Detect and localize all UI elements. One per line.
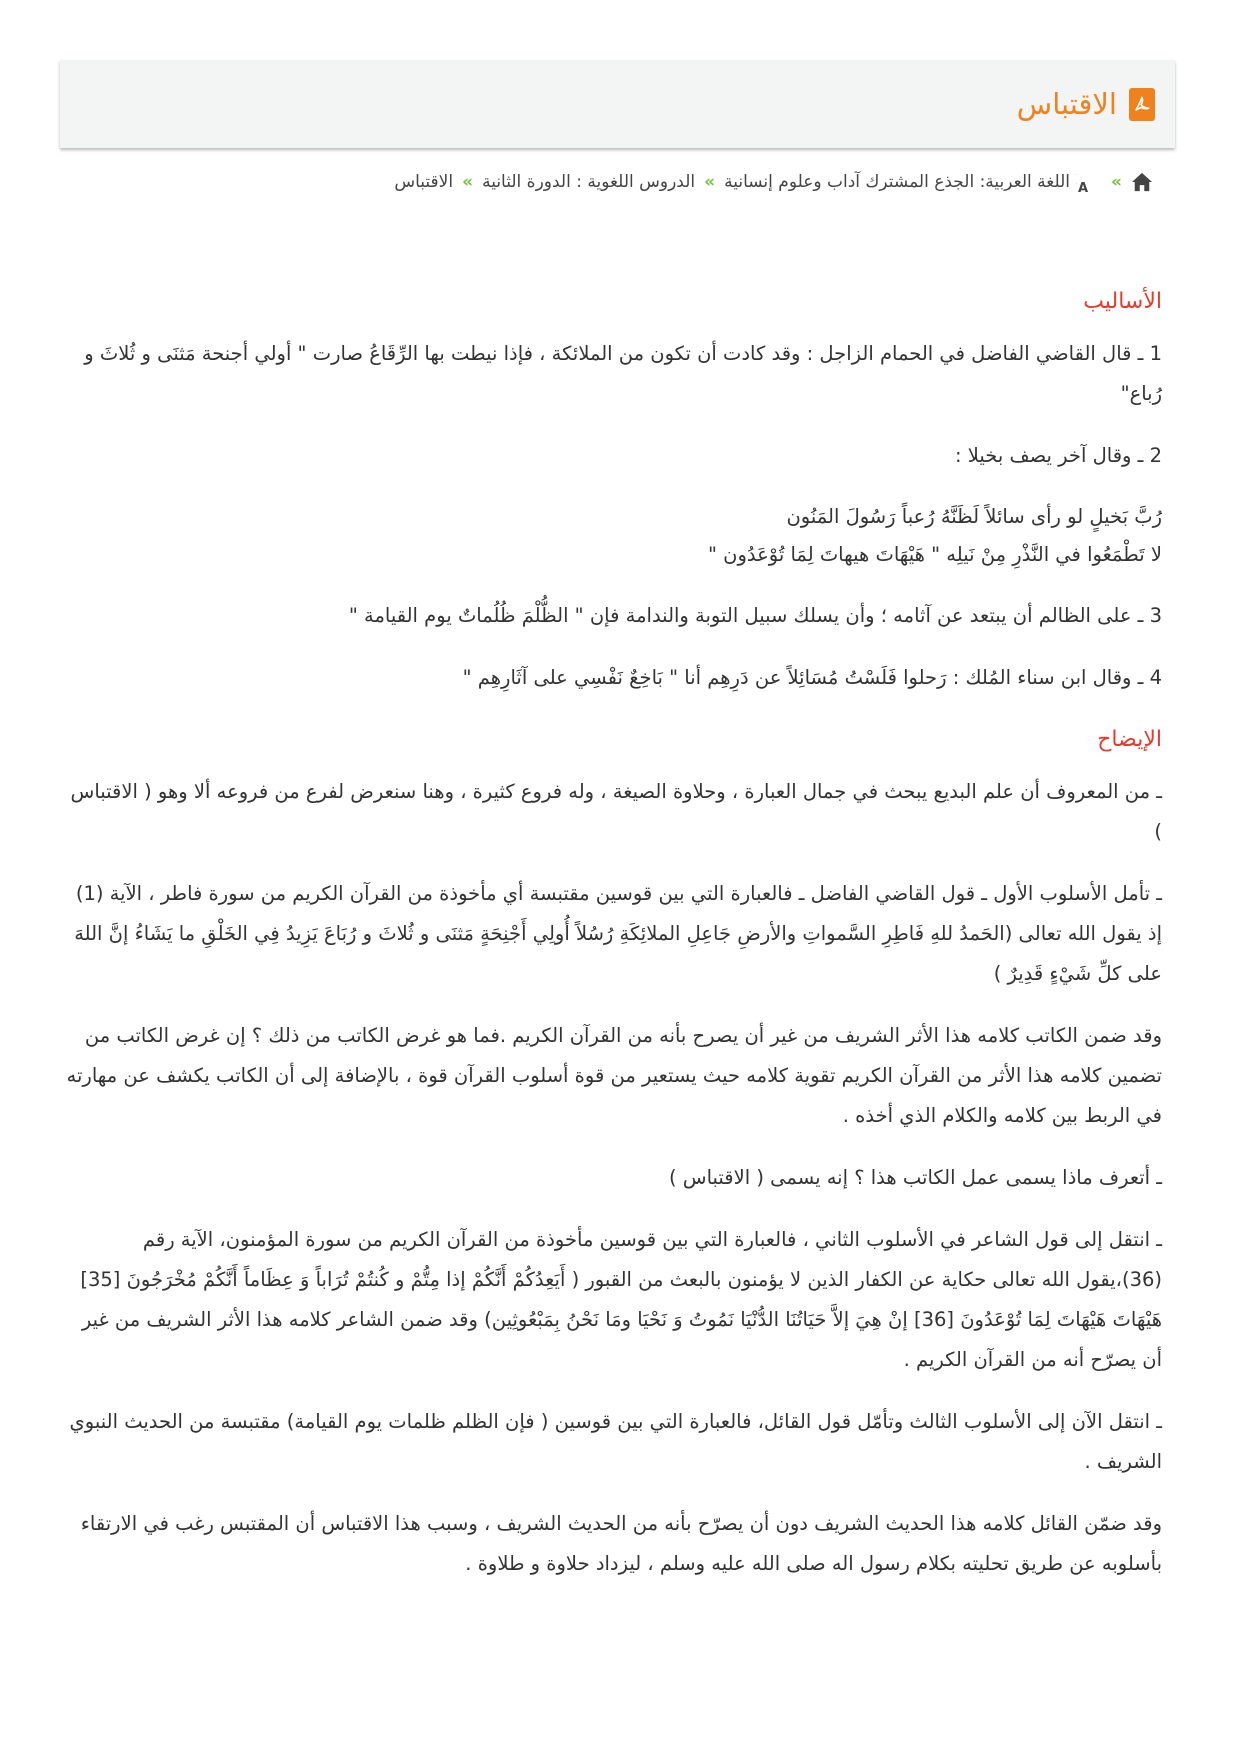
verse-line-1: رُبَّ بَخيلٍ لو رأى سائلاً لَظَنَّهُ رُعباً رَسُولَ المَنُون	[786, 505, 1162, 528]
section-heading-explanation: الإيضاح	[1097, 727, 1162, 752]
breadcrumb-separator: »	[1111, 172, 1122, 192]
breadcrumb-item-subject[interactable]: اللغة العربية: الجذع المشترك آداب وعلوم إنسانية	[724, 172, 1071, 192]
style-item-2: 2 ـ وقال آخر يصف بخيلا :	[954, 444, 1162, 467]
breadcrumb-separator: »	[462, 172, 474, 192]
home-icon[interactable]	[1131, 172, 1153, 192]
explain-paragraph: ـ انتقل الآن إلى الأسلوب الثالث وتأمّل قول القائل، فالعبارة التي بين قوسين ( فإن الظلم ظلمات يوم القيامة) مقتبسة من الحديث النبوي الشريف .	[69, 1410, 1162, 1473]
pdf-icon[interactable]	[1129, 88, 1155, 121]
title-bar	[60, 60, 1175, 148]
style-item-3: 3 ـ على الظالم أن يبتعد عن آثامه ؛ وأن يسلك سبيل التوبة والندامة فإن " الظُّلْمَ ظُلُماتٌ يوم القيامة "	[348, 604, 1162, 627]
explain-paragraph: ـ تأمل الأسلوب الأول ـ قول القاضي الفاضل ـ فالعبارة التي بين قوسين مقتبسة أي مأخوذة من القرآن الكريم من سورة فاطر ، الآية (1) إذ يقول الله تعالى (الحَمدُ للهِ فَاطِرِ السَّمواتِ والأرضِ جَاعِلِ الملائِكَةِ رُسُلاً أُولِي أَجْنِحَةٍ مَثنَى و ثُلاثَ و رُبَاعَ يَزِيدُ فِي الخَلْقِ ما يَشَاءُ إنَّ اللهَ على كلِّ شَيْءٍ قَدِيرٌ )	[74, 882, 1162, 985]
breadcrumb	[60, 170, 1175, 194]
breadcrumb-item-lessons[interactable]: الدروس اللغوية : الدورة الثانية	[482, 172, 696, 192]
document-page	[60, 60, 1175, 1606]
explain-paragraph: وقد ضمن الكاتب كلامه هذا الأثر الشريف من غير أن يصرح بأنه من القرآن الكريم .فما هو غرض الكاتب من ذلك ؟ إن غرض الكاتب من تضمين كلامه هذا الأثر من القرآن الكريم تقوية كلامه حيث يستعير من قوة أسلوب القرآن قوة ، بالإضافة إلى أن الكاتب يكشف عن مهارته في الربط بين كلامه والكلام الذي أخذه .	[66, 1024, 1162, 1127]
section-heading-styles: الأساليب	[1083, 289, 1162, 314]
translate-icon	[1070, 170, 1102, 194]
style-item-1: 1 ـ قال القاضي الفاضل في الحمام الزاجل : وقد كادت أن تكون من الملائكة ، فإذا نيطت بها الرِّقَاعُ صارت " أولي أجنحة مَثنَى و ثُلاثَ و رُباع"	[84, 342, 1162, 405]
explain-paragraph: ـ أتعرف ماذا يسمى عمل الكاتب هذا ؟ إنه يسمى ( الاقتباس )	[668, 1166, 1162, 1189]
page-title: الاقتباس	[1016, 87, 1117, 121]
breadcrumb-separator: »	[704, 172, 716, 192]
explain-paragraph: ـ انتقل إلى قول الشاعر في الأسلوب الثاني ، فالعبارة التي بين قوسين مأخوذة من القرآن الكريم من سورة المؤمنون، الآية رقم (36)،يقول الله تعالى حكاية عن الكفار الذين لا يؤمنون بالبعث من القبور ( أَيَعِدُكُمْ أَنَّكُمْ إذا مِتُّمْ و كُنتُمْ تُرَاباً وَ عِظَاماً أَنَّكُمْ مُخْرَجُونَ [35] هَيْهَاتَ هَيْهَاتَ لِمَا تُوْعَدُونَ [36] إنْ هِيَ إلاَّ حَيَاتُنَا الدُّنْيَا نَمُوتُ وَ نَحْيَا ومَا نَحْنُ بِمَبْعُوثِين) وقد ضمن الشاعر كلامه هذا الأثر الشريف من غير أن يصرّح أنه من القرآن الكريم .	[80, 1228, 1162, 1371]
svg-text:A: A	[1077, 181, 1089, 194]
explain-paragraph: وقد ضمّن القائل كلامه هذا الحديث الشريف دون أن يصرّح بأنه من الحديث الشريف ، وسبب هذا الاقتباس أن المقتبس رغب في الارتقاء بأسلوبه عن طريق تحليته بكلام رسول اله صلى الله عليه وسلم ، ليزداد حلاوة و طلاوة .	[80, 1512, 1162, 1575]
style-item-4: 4 ـ وقال ابن سناء المُلك : رَحلوا فَلَسْتُ مُسَائِلاً عن دَرِهِم أنا " بَاخِعٌ نَفْسِي على آثَارِهِم "	[462, 666, 1162, 689]
breadcrumb-item-current: الاقتباس	[394, 172, 454, 192]
explain-paragraph: ـ من المعروف أن علم البديع يبحث في جمال العبارة ، وحلاوة الصيغة ، وله فروع كثيرة ، وهنا سنعرض لفرع من فروعه ألا وهو ( الاقتباس )	[70, 780, 1162, 843]
verse-line-2: لا تَطْمَعُوا في النَّذْرِ مِنْ نَيلِه " هَيْهَاتَ هيهاتَ لِمَا تُوْعَدُون "	[708, 543, 1162, 566]
svg-text:文	[1076, 172, 1077, 187]
article-content	[60, 282, 1175, 1584]
poem-verse	[64, 498, 1162, 574]
